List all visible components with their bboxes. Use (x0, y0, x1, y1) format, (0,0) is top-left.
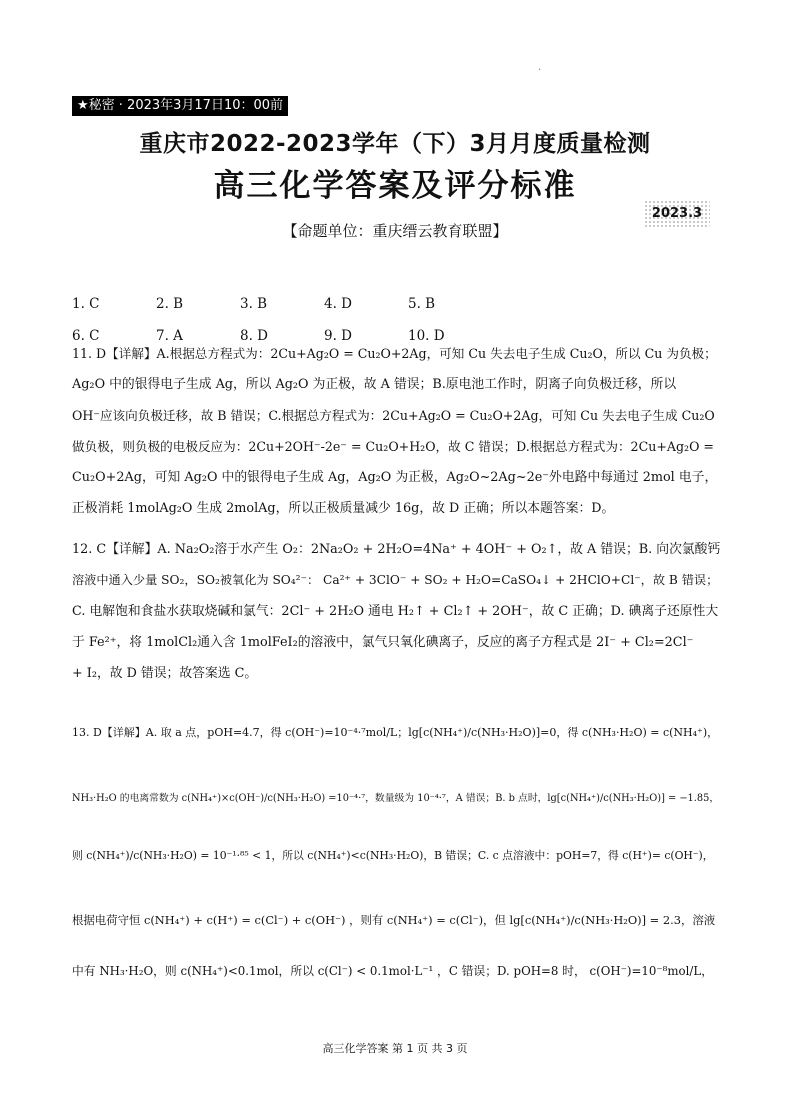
q13-line-5: 中有 NH₃·H₂O，则 c(NH₄⁺)<0.1mol，所以 c(Cl⁻) < 0.1mol·L⁻¹ ，C 错误；D. pOH=8 时， c(OH⁻)=10⁻⁸mol/L， (72, 964, 714, 978)
text-line: 做负极，则负极的电极反应为：2Cu+2OH⁻-2e⁻ = Cu₂O+H₂O，故 C 错误；D.根据总方程式为：2Cu+Ag₂O = (72, 439, 714, 454)
answer-item: 6. C (72, 328, 100, 344)
answer-item: 2. B (156, 296, 184, 312)
page-title: 高三化学答案及评分标准 (213, 168, 577, 204)
confidential-label: ★秘密 · 2023年3月17日10：00前 (72, 96, 288, 116)
text-line: 11. D【详解】A.根据总方程式为：2Cu+Ag₂O = Cu₂O+2Ag，可知 Cu 失去电子生成 Cu₂O，所以 Cu 为负极； (72, 346, 717, 361)
text-line: + I₂，故 D 错误；故答案选 C。 (72, 666, 258, 681)
text-line: Ag₂O 中的银得电子生成 Ag，所以 Ag₂O 为正极，故 A 错误；B.原电池工作时，阴离子向负极迁移，所以 (72, 377, 677, 392)
answer-item: 1. C (72, 296, 100, 312)
answer-item: 5. B (408, 296, 436, 312)
answer-item: 10. D (408, 328, 445, 344)
author-unit: 【命题单位：重庆缙云教育联盟】 (282, 222, 508, 240)
answer-item: 8. D (240, 328, 268, 344)
text-line: C. 电解饱和食盐水获取烧碱和氯气：2Cl⁻ + 2H₂O 通电 H₂↑ + Cl₂↑ + 2OH⁻，故 C 正确；D. 碘离子还原性大 (72, 604, 719, 619)
q13-line-1: 13. D【详解】A. 取 a 点，pOH=4.7，得 c(OH⁻)=10⁻⁴·⁷mol/L；lg[c(NH₄⁺)/c(NH₃·H₂O)]=0，得 c(NH₃·H₂O) = c(NH₄⁺)， (72, 726, 719, 739)
date-stamp: 2023.3 (644, 200, 710, 228)
text-line: 溶液中通入少量 SO₂，SO₂被氧化为 SO₄²⁻： Ca²⁺ + 3ClO⁻ + SO₂ + H₂O=CaSO₄↓ + 2HClO+Cl⁻，故 B 错误； (72, 573, 719, 587)
q11-explanation (72, 338, 722, 524)
q13-line-2: NH₃·H₂O 的电离常数为 c(NH₄⁺)×c(OH⁻)/c(NH₃·H₂O) =10⁻⁴·⁷，数量级为 10⁻⁴·⁷，A 错误；B. b 点时，lg[c(NH₄⁺)/c(NH₃·H₂O)] = −1.85， (72, 793, 720, 804)
scan-dot: . (538, 62, 542, 73)
text-line: 于 Fe²⁺，将 1molCl₂通入含 1molFeI₂的溶液中，氯气只氧化碘离子，反应的离子方程式是 2I⁻ + Cl₂=2Cl⁻ (72, 635, 694, 650)
answer-item: 3. B (240, 296, 268, 312)
answer-row (72, 288, 492, 320)
answer-item: 9. D (324, 328, 352, 344)
exam-title: 重庆市2022-2023学年（下）3月月度质量检测 (139, 131, 651, 157)
text-line: 12. C【详解】A. Na₂O₂溶于水产生 O₂：2Na₂O₂ + 2H₂O=4Na⁺ + 4OH⁻ + O₂↑，故 A 错误；B. 向次氯酸钙 (72, 542, 721, 557)
answer-item: 4. D (324, 296, 352, 312)
q13-line-3: 则 c(NH₄⁺)/c(NH₃·H₂O) = 10⁻¹·⁸⁵ < 1，所以 c(NH₄⁺)<c(NH₃·H₂O)，B 错误；C. c 点溶液中：pOH=7，得 c(H⁺)= c(OH⁻)， (72, 849, 714, 862)
answer-item: 7. A (156, 328, 183, 344)
page-footer: 高三化学答案 第 1 页 共 3 页 (322, 1042, 468, 1055)
text-line: OH⁻应该向负极迁移，故 B 错误；C.根据总方程式为：2Cu+Ag₂O = Cu₂O+2Ag，可知 Cu 失去电子生成 Cu₂O (72, 408, 715, 423)
text-line: Cu₂O+2Ag，可知 Ag₂O 中的银得电子生成 Ag，Ag₂O 为正极，Ag₂O~2Ag~2e⁻外电路中每通过 2mol 电子， (72, 470, 718, 485)
text-line: 正极消耗 1molAg₂O 生成 2molAg，所以正极质量减少 16g，故 D 正确；所以本题答案：D。 (72, 501, 615, 516)
q12-explanation (72, 534, 722, 689)
q13-line-4: 根据电荷守恒 c(NH₄⁺) + c(H⁺) = c(Cl⁻) + c(OH⁻) ，则有 c(NH₄⁺) = c(Cl⁻)，但 lg[c(NH₄⁺)/c(NH₃·H₂O)] = 2.3，溶液 (72, 913, 716, 927)
